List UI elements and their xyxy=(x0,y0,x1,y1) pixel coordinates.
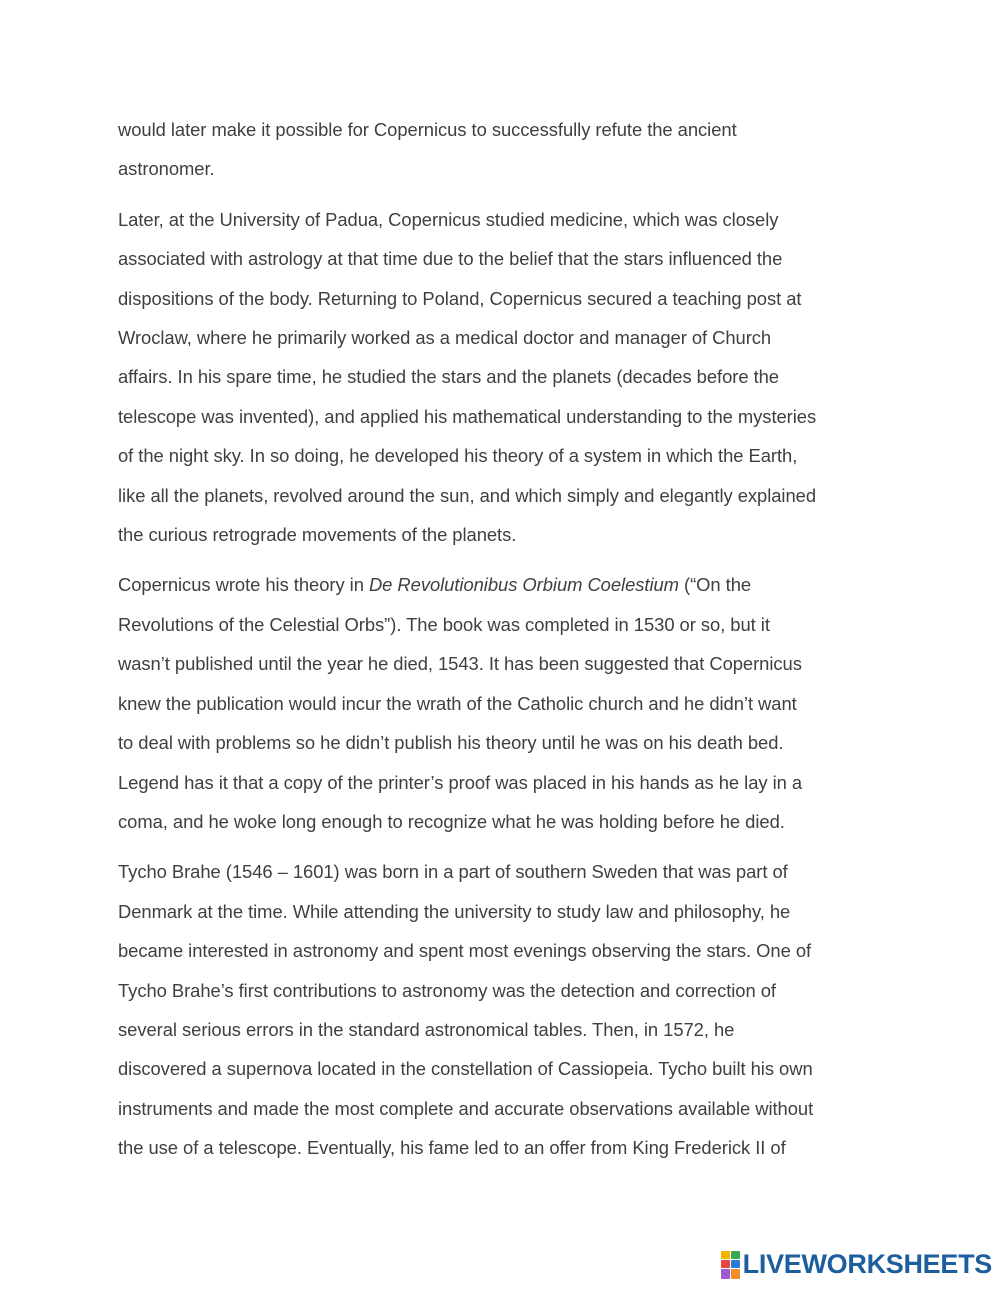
text-line: dispositions of the body. Returning to Poland, Copernicus secured a teaching post at xyxy=(118,287,802,309)
liveworksheets-logo[interactable] xyxy=(721,1249,992,1279)
liveworksheets-logo-icon xyxy=(721,1251,739,1277)
text-line: Revolutions of the Celestial Orbs”). The book was completed in 1530 or so, but it xyxy=(118,613,770,635)
document-body xyxy=(118,110,888,1179)
text-line: like all the planets, revolved around the sun, and which simply and elegantly explained xyxy=(118,484,816,506)
text-line: knew the publication would incur the wrath of the Catholic church and he didn’t want xyxy=(118,692,797,714)
book-title: De Revolutionibus Orbium Coelestium xyxy=(368,574,679,596)
logo-text: LIVEWORKSHEETS xyxy=(742,1249,992,1279)
text-line: the use of a telescope. Eventually, his fame led to an offer from King Frederick II of xyxy=(118,1137,786,1159)
text-line: associated with astrology at that time due to the belief that the stars influenced the xyxy=(118,248,783,270)
logo-mark-block xyxy=(731,1269,740,1279)
logo-mark-block xyxy=(731,1260,740,1268)
text-line: wasn’t published until the year he died, 1543. It has been suggested that Copernicus xyxy=(118,653,802,675)
text-prefix: Copernicus wrote his theory in xyxy=(118,574,369,596)
text-line-first xyxy=(118,565,888,604)
text-line: astronomer. xyxy=(118,158,215,180)
text-line: Wroclaw, where he primarily worked as a medical doctor and manager of Church xyxy=(118,327,772,349)
text-line: to deal with problems so he didn’t publish his theory until he was on his death bed. xyxy=(118,732,784,754)
logo-mark-block xyxy=(721,1269,730,1279)
text-line: instruments and made the most complete and accurate observations available without xyxy=(118,1097,814,1119)
text-suffix: (“On the xyxy=(678,574,752,596)
text-line: coma, and he woke long enough to recognize what he was holding before he died. xyxy=(118,810,785,832)
text-line: would later make it possible for Copernicus to successfully refute the ancient xyxy=(118,119,737,140)
paragraph-1 xyxy=(118,110,888,189)
text-line: discovered a supernova located in the constellation of Cassiopeia. Tycho built his own xyxy=(118,1058,813,1080)
text-line: several serious errors in the standard astronomical tables. Then, in 1572, he xyxy=(118,1018,735,1040)
paragraph-2 xyxy=(118,200,888,555)
text-line: Later, at the University of Padua, Copernicus studied medicine, which was closely xyxy=(118,208,779,230)
text-line: the curious retrograde movements of the planets. xyxy=(118,524,517,546)
text-line: Tycho Brahe (1546 – 1601) was born in a part of southern Sweden that was part of xyxy=(118,861,788,883)
text-line: telescope was invented), and applied his mathematical understanding to the mysteries xyxy=(118,405,817,427)
text-line: of the night sky. In so doing, he developed his theory of a system in which the Earth, xyxy=(118,445,798,467)
paragraph-4 xyxy=(118,852,888,1167)
text-line: Legend has it that a copy of the printer’s proof was placed in his hands as he lay in a xyxy=(118,771,803,793)
paragraph-3 xyxy=(118,565,888,841)
logo-mark-block xyxy=(721,1260,730,1268)
logo-mark-block xyxy=(721,1251,730,1259)
text-line: affairs. In his spare time, he studied the stars and the planets (decades before the xyxy=(118,366,779,388)
text-line: Denmark at the time. While attending the university to study law and philosophy, he xyxy=(118,900,791,922)
text-line: Tycho Brahe’s first contributions to astronomy was the detection and correction of xyxy=(118,979,776,1001)
logo-mark-block xyxy=(731,1251,740,1259)
text-line: became interested in astronomy and spent most evenings observing the stars. One of xyxy=(118,940,812,962)
